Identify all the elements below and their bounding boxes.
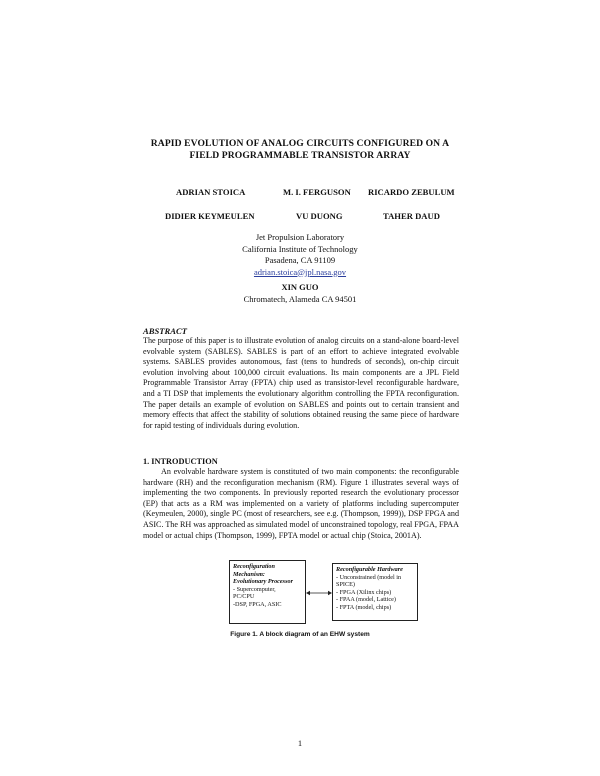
figure-caption: Figure 1. A block diagram of an EHW system [230,631,370,638]
paper-title [0,138,600,162]
introduction-text: An evolvable hardware system is constituted of two main components: the reconfigurable hardware (RH) and the reconfiguration mechanism (RM). Figure 1 illustrates several ways of implementing the two components. In previously reported research the evolutionary processor (EP) that acts as a RM was implemented on a variety of platforms including supercomputer (Keymeulen, 2000), single PC (most of researchers, see e.g. (Thompson, 1999)), DSP FPGA and ASIC. The RH was approached as simulated model of unconstrained topology, real FPGA, FPAA model or actual chips (Thompson, 1999), FPTA model or actual chip (Stoica, 2001A). [143,467,459,540]
box-item: - FPGA (Xilinx chips) [336,588,392,596]
title-line-2: FIELD PROGRAMMABLE TRANSISTOR ARRAY [189,150,411,161]
affiliation-line: Chromatech, Alameda CA 94501 [243,293,357,304]
section-heading: 1. INTRODUCTION [143,457,218,466]
box-item: SPICE) [336,581,355,589]
email-link[interactable]: adrian.stoica@jpl.nasa.gov [253,266,347,277]
box-heading: Reconfigurable Hardware [336,566,403,573]
reconfiguration-mechanism-box [229,560,306,624]
box-item: - FPTA (model, chips) [336,603,392,611]
abstract-text: The purpose of this paper is to illustrate evolution of analog circuits on a stand-alone board-level evolvable system (SABLES). SABLES is part of an effort to achieve integrated evolvable systems. SABLES provides autonomous, fast (tens to hundreds of seconds), on-chip circuit evolution involving about 100,000 circuit evaluations. Its main components are a JPL Field Programmable Transistor Array (FPTA) chip used as transistor-level reconfigurable hardware, and a TI DSP that implements the evolutionary algorithm controlling the FPTA reconfiguration. The paper details an example of evolution on SABLES and points out to certain transient and memory effects that affect the stability of solutions obtained reusing the same piece of hardware for rapid testing of individuals during evolution. [143,336,459,430]
box-item: PC/CPU [233,593,255,601]
box-item: - Supercomputer, [233,585,276,593]
author-name: RICARDO ZEBULUM [368,187,455,197]
affiliation-line: Jet Propulsion Laboratory [255,232,345,242]
author-name: VU DUONG [296,211,343,221]
abstract-heading: ABSTRACT [143,326,187,336]
author-name: DIDIER KEYMEULEN [165,211,255,221]
box-heading: Mechanism: [233,570,265,578]
author-name: M. I. FERGUSON [283,187,351,197]
box-item: - Unconstrained (model in [336,573,402,581]
page-number: 1 [297,738,303,748]
box-heading: Reconfiguration [233,563,275,570]
title-line-1: RAPID EVOLUTION OF ANALOG CIRCUITS CONFIGURED ON A [150,138,450,149]
author-name: ADRIAN STOICA [176,187,246,197]
box-item: - FPAA (model, Lattice) [336,596,396,604]
bidirectional-arrow-icon [306,588,332,598]
second-affiliation-block [0,282,600,305]
affiliation-block [0,232,600,278]
author-name: XIN GUO [281,282,319,292]
box-heading: Evolutionary Processor [233,578,293,586]
reconfigurable-hardware-box [332,563,418,621]
affiliation-line: California Institute of Technology [242,243,358,254]
affiliation-line: Pasadena, CA 91109 [264,255,336,265]
box-item: -DSP, FPGA, ASIC [233,600,282,608]
author-name: TAHER DAUD [383,211,440,221]
